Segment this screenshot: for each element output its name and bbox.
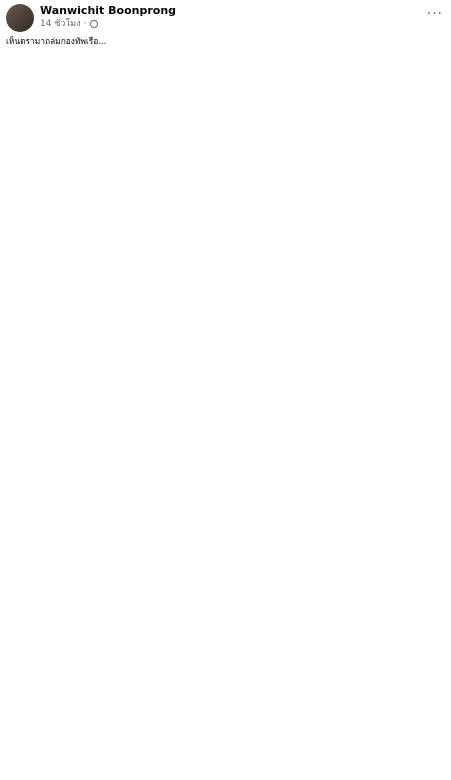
post-text: เห็นดรามาถล่มกองทัพเรือ... xyxy=(6,36,107,46)
meta-separator: · xyxy=(83,19,87,29)
more-options-icon[interactable]: ··· xyxy=(426,6,443,22)
post-meta xyxy=(40,18,445,30)
author-avatar[interactable] xyxy=(6,4,34,32)
author-name[interactable]: Wanwichit Boonprong xyxy=(40,4,177,17)
globe-icon xyxy=(90,20,98,28)
post-header xyxy=(6,0,445,36)
author-info xyxy=(40,4,445,30)
post-timestamp[interactable]: 14 ชั่วโมง xyxy=(40,19,81,29)
